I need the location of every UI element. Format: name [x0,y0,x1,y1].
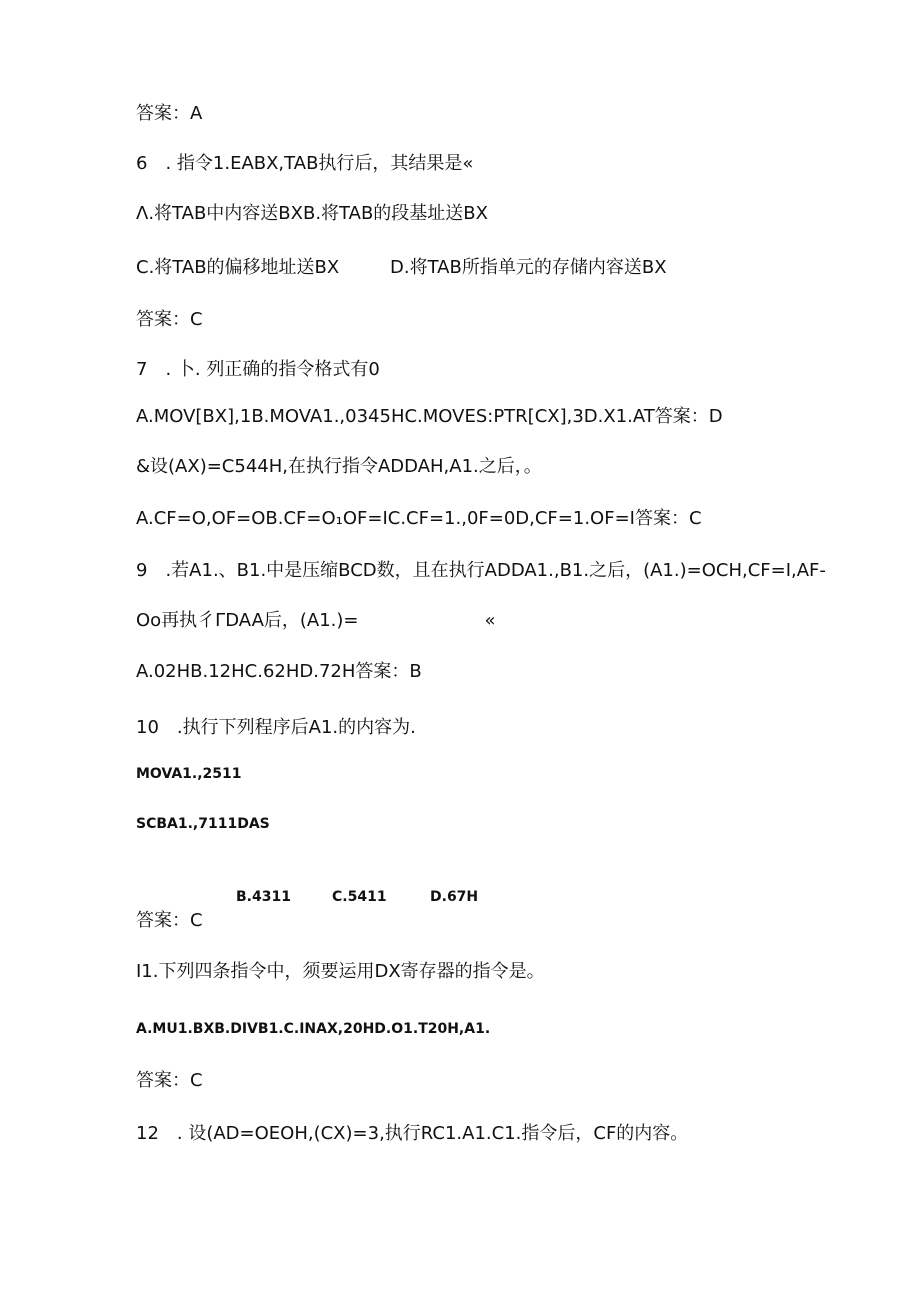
question-8: &设(AX)=C544H,在执行指令ADDAH,A1.之后，。 [136,456,542,477]
answer-5: 答案：A [136,103,203,124]
question-9: 9 .若A1.、B1.中是压缩BCD数，且在执行ADDA1.,B1.之后，(A1.)=OCH,CF=I,AF- [136,560,826,581]
question-9-options: A.02HB.12HC.62HD.72H答案：B [136,661,422,682]
question-6-option-d: D.将TAB所指单元的存储内容送BX [390,257,667,278]
question-6: 6 . 指令1.EABX,TAB执行后，其结果是« [136,153,474,174]
question-11-options: A.MU1.BXB.DIVB1.C.INAX,20HD.O1.T20H,A1. [136,1021,491,1037]
question-10: 10 .执行下列程序后A1.的内容为. [136,717,416,738]
question-12: 12 . 设(AD=OEOH,(CX)=3,执行RC1.A1.C1.指令后，CF的内容。 [136,1123,689,1144]
question-6-option-c: C.将TAB的偏移地址送BX [136,257,340,278]
question-10-option-c: C.5411 [332,889,387,905]
answer-10: 答案：C [136,910,203,931]
answer-6: 答案：C [136,309,203,330]
question-10-option-b: B.4311 [236,889,291,905]
question-7-options: A.MOV[BX],1B.MOVA1.,0345HC.MOVES:PTR[CX],3D.X1.AT答案：D [136,406,723,427]
question-10-option-d: D.67H [430,889,479,905]
question-7: 7 . 卜. 列正确的指令格式有0 [136,359,380,380]
question-10-code-line-1: MOVA1.,2511 [136,766,242,782]
question-6-options-ab: Λ.将TAB中内容送BXB.将TAB的段基址送BX [136,203,488,224]
question-9-continued: Oo再执彳ΓDAA后，(A1.)= « [136,610,496,631]
question-11: I1.下列四条指令中，须要运用DX寄存器的指令是。 [136,961,545,982]
question-8-options: A.CF=O,OF=OB.CF=O₁OF=IC.CF=1.,0F=0D,CF=1.OF=I答案：C [136,508,702,529]
question-10-code-line-2: SCBA1.,7111DAS [136,816,270,832]
answer-11: 答案：C [136,1070,203,1091]
